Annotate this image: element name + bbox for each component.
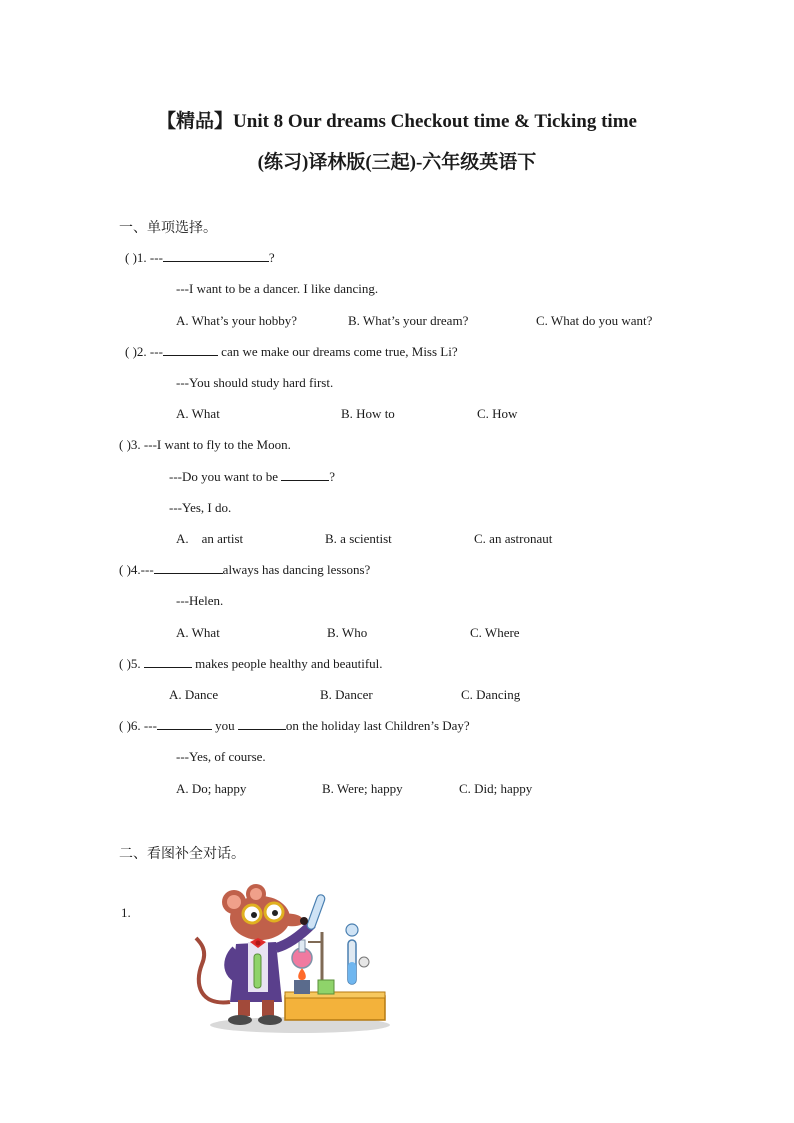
question-2-stem: ( )2. --- can we make our dreams come true, Miss Li? (125, 344, 458, 359)
question-1-option-b: B. What’s your dream? (348, 313, 469, 328)
question-6-option-b: B. Were; happy (322, 781, 403, 796)
answer-blank[interactable] (238, 718, 286, 730)
question-3-stem: ( )3. ---I want to fly to the Moon. (119, 437, 291, 452)
question-4-option-c: C. Where (470, 625, 520, 640)
answer-paren[interactable]: ( ) (119, 437, 131, 452)
question-1-stem: ( )1. --- ? (125, 250, 275, 265)
answer-paren[interactable]: ( ) (119, 718, 131, 733)
answer-blank[interactable] (154, 562, 223, 574)
answer-blank[interactable] (163, 250, 269, 262)
section2-item-number: 1. (121, 905, 131, 920)
answer-blank[interactable] (157, 718, 212, 730)
question-4-line: ---Helen. (176, 593, 224, 608)
question-6-line: ---Yes, of course. (176, 749, 266, 764)
question-6-option-c: C. Did; happy (459, 781, 533, 796)
section2-heading: 二、看图补全对话。 (119, 846, 245, 862)
question-1-line: ---I want to be a dancer. I like dancing. (176, 281, 379, 296)
question-3-option-c: C. an astronaut (474, 531, 553, 546)
page-title-line2: (练习)译林版(三起)-六年级英语下 (257, 152, 537, 173)
answer-blank[interactable] (163, 344, 218, 356)
answer-blank[interactable] (281, 469, 329, 481)
question-4-stem: ( )4.--- always has dancing lessons? (119, 562, 371, 577)
question-5-option-b: B. Dancer (320, 687, 373, 702)
answer-paren[interactable]: ( ) (119, 562, 131, 577)
question-6-stem: ( )6. --- you on the holiday last Children’s Day? (119, 718, 470, 733)
question-3-option-b: B. a scientist (325, 531, 392, 546)
question-3-line1: ---Do you want to be ? (169, 469, 336, 484)
question-2-option-b: B. How to (341, 406, 395, 421)
question-6-option-a: A. Do; happy (176, 781, 247, 796)
question-5-option-c: C. Dancing (461, 687, 521, 702)
question-3-line2: ---Yes, I do. (169, 500, 232, 515)
answer-paren[interactable]: ( ) (125, 344, 137, 359)
page-title-line1: 【精品】Unit 8 Our dreams Checkout time & Ticking time (157, 111, 637, 132)
question-3-option-a: A. an artist (176, 531, 244, 546)
question-1-option-c: C. What do you want? (536, 313, 653, 328)
answer-paren[interactable]: ( ) (119, 656, 131, 671)
mouse-scientist-illustration (190, 884, 395, 1036)
section1-heading: 一、单项选择。 (119, 220, 217, 236)
question-2-line: ---You should study hard first. (176, 375, 334, 390)
answer-paren[interactable]: ( ) (125, 250, 137, 265)
question-2-option-c: C. How (477, 406, 518, 421)
question-4-option-a: A. What (176, 625, 220, 640)
question-5-option-a: A. Dance (169, 687, 219, 702)
question-4-option-b: B. Who (327, 625, 368, 640)
answer-blank[interactable] (144, 656, 192, 668)
question-2-option-a: A. What (176, 406, 220, 421)
question-1-option-a: A. What’s your hobby? (176, 313, 298, 328)
question-5-stem: ( )5. makes people healthy and beautiful. (119, 656, 383, 671)
